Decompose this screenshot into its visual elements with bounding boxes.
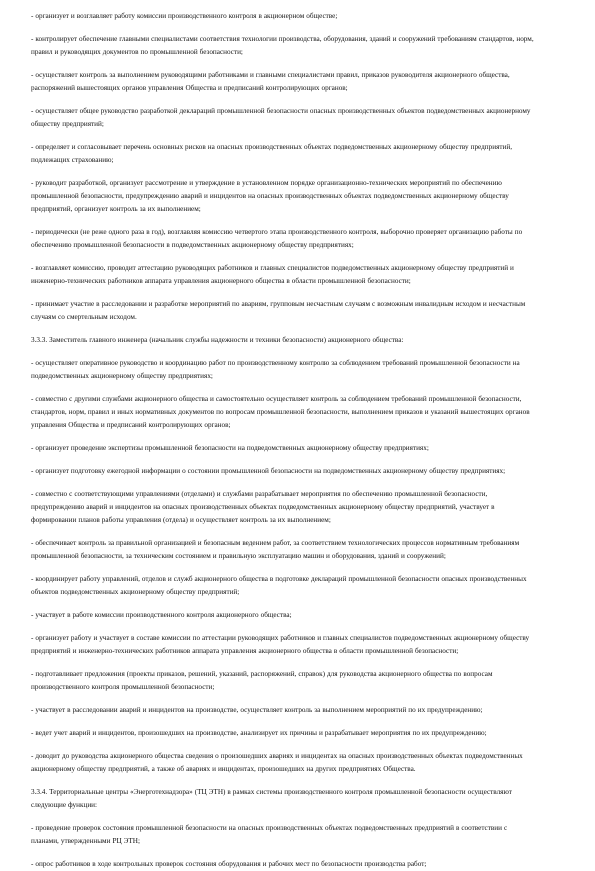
paragraph-3: - осуществляет контроль за выполнением руководящими работниками и главными специалистами правил, приказов руководителя акционерного общества, распоряжений вышестоящих органов управления Общества и предписаний контролирующих органов; <box>31 71 510 92</box>
paragraph-11: - осуществляет оперативное руководство и координацию работ по производственному контролю за соблюдением требований промышленной безопасности на подведомственных акционерному обществу предприятиях; <box>31 359 520 380</box>
paragraph-25: - проведение проверок состояния промышленной безопасности на опасных производственных объектах подведомственных предприятий в соответствии с планами, утвержденными РЦ ЭТН; <box>31 824 508 845</box>
paragraph-22: - ведет учет аварий и инцидентов, произошедших на производстве, анализирует их причины и разрабатывает мероприятия по их предупреждению; <box>31 729 487 737</box>
paragraph-15: - совместно с соответствующими управлениями (отделами) и службами разрабатывает мероприятия по обеспечению промышленной безопасности, предупреждению аварий и инцидентов на опасных производственных объектах подведомственных акционерному обществу предприятий, участвует в формировании планов работы управления (отдела) и осуществляет контроль за их выполнением; <box>31 490 495 524</box>
paragraph-6: - руководит разработкой, организует рассмотрение и утверждение в установленном порядке организационно-технических мероприятий по обеспечению промышленной безопасности, предупреждению аварий и инцидентов на опасных производственных объектах подведомственных акционерному обществу предприятий, организует контроль за их выполнением; <box>31 179 509 213</box>
paragraph-4: - осуществляет общее руководство разработкой деклараций промышленной безопасности опасных производственных объектов подведомственных акционерному обществу предприятий; <box>31 107 531 128</box>
paragraph-19: - организует работу и участвует в составе комиссии по аттестации руководящих работников и главных специалистов подведомственных акционерному обществу предприятий и инженерно-технических работников аппарата управления акционерного общества в области промышленной безопасности; <box>31 634 530 655</box>
paragraph-23: - доводит до руководства акционерного общества сведения о произошедших авариях и инцидентах на опасных производственных объектах подведомственных акционерному обществу предприятий, а также об авариях и инцидентах, произошедших на других предприятиях Общества. <box>31 752 523 773</box>
paragraph-17: - координирует работу управлений, отделов и служб акционерного общества в подготовке деклараций промышленной безопасности опасных производственных объектов подведомственных акционерному обществу предприятий; <box>31 575 527 596</box>
section-heading-3-3-4: 3.3.4. Территориальные центры «Энерготехнадзора» (ТЦ ЭТН) в рамках системы производственного контроля промышленной безопасности осуществляют следующие функции: <box>31 788 512 809</box>
section-heading-3-3-3: 3.3.3. Заместитель главного инженера (начальник службы надежности и техники безопасности) акционерного общества: <box>31 336 404 344</box>
paragraph-2: - контролирует обеспечение главными специалистами соответствия технологии производства, оборудования, зданий и сооружений требованиям стандартов, норм, правил и руководящих документов по промышленной безопасности; <box>31 35 534 56</box>
paragraph-26: - опрос работников в ходе контрольных проверок состояния оборудования и рабочих мест по безопасности производства работ; <box>31 860 427 868</box>
paragraph-8: - возглавляет комиссию, проводит аттестацию руководящих работников и главных специалистов подведомственных акционерному обществу предприятий и инженерно-технических работников аппарата управления акционерного общества в области промышленной безопасности; <box>31 264 514 285</box>
paragraph-9: - принимает участие в расследовании и разработке мероприятий по авариям, групповым несчастным случаям с возможным инвалидным исходом и несчастным случаям со смертельным исходом. <box>31 300 526 321</box>
paragraph-21: - участвует в расследовании аварий и инцидентов на производстве, осуществляет контроль за выполнением мероприятий по их предупреждению; <box>31 706 483 714</box>
paragraph-20: - подготавливает предложения (проекты приказов, решений, указаний, распоряжений, справок) для руководства акционерного общества по вопросам производственного контроля промышленной безопасности; <box>31 670 493 691</box>
paragraph-5: - определяет и согласовывает перечень основных рисков на опасных производственных объектах подведомственных акционерному обществу предприятий, подлежащих страхованию; <box>31 143 513 164</box>
paragraph-12: - совместно с другими службами акционерного общества и самостоятельно осуществляет контроль за соблюдением требований промышленной безопасности, стандартов, норм, правил и иных нормативных документов по вопросам промышленной безопасности, выполнением приказов и указаний вышестоящих органов управления Общества и предписаний контролирующих органов; <box>31 395 530 429</box>
paragraph-14: - организует подготовку ежегодной информации о состоянии промышленной безопасности на подведомственных акционерному обществу предприятиях; <box>31 467 506 475</box>
paragraph-18: - участвует в работе комиссии производственного контроля акционерного общества; <box>31 611 292 619</box>
paragraph-1: - организует и возглавляет работу комиссии производственного контроля в акционерном обществе; <box>31 12 338 20</box>
paragraph-16: - обеспечивает контроль за правильной организацией и безопасным ведением работ, за соответствием технологических процессов нормативным требованиям промышленной безопасности, за техническим состоянием и правильную эксплуатацию машин и оборудования, зданий и сооружений; <box>31 539 520 560</box>
paragraph-13: - организует проведение экспертизы промышленной безопасности на подведомственных акционерному обществу предприятиях; <box>31 444 429 452</box>
paragraph-7: - периодически (не реже одного раза в год), возглавляя комиссию четвертого этапа производственного контроля, выборочно проверяет организацию работы по обеспечению промышленной безопасности в подведомственных акционерному обществу предприятиях; <box>31 228 523 249</box>
